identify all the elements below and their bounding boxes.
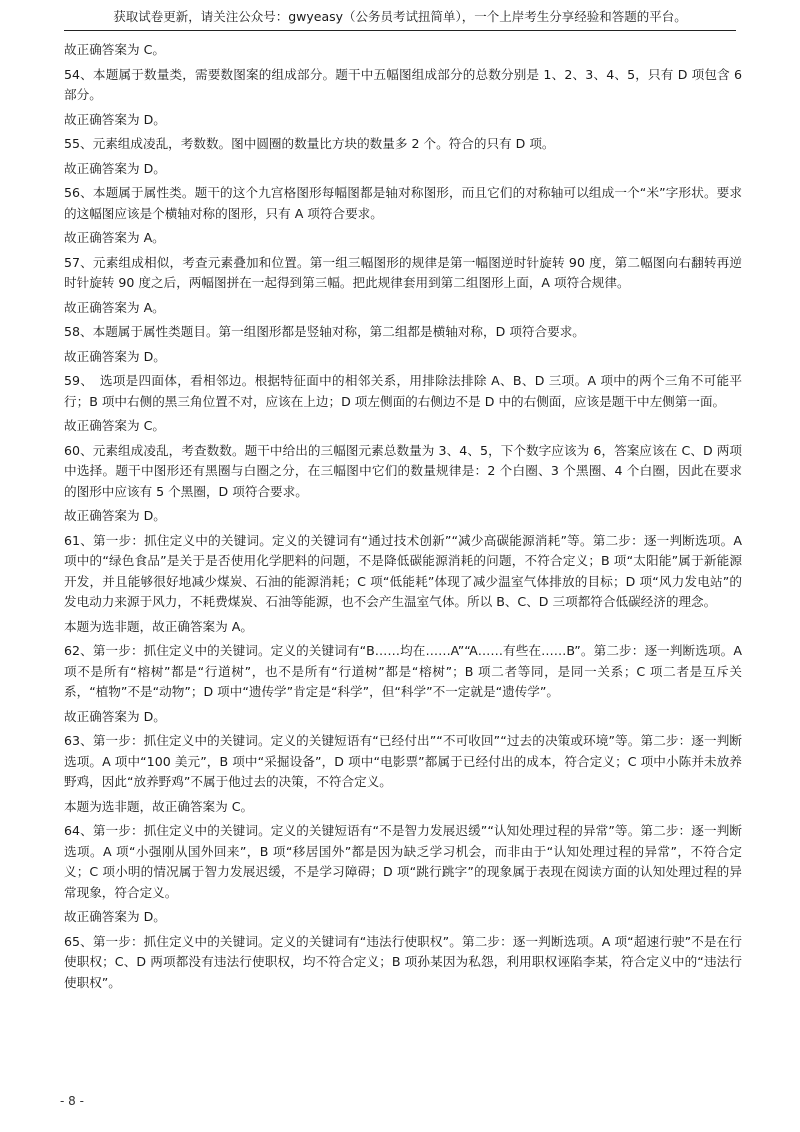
answer-line: 故正确答案为 C。 [64, 418, 165, 433]
answer-line: 故正确答案为 D。 [64, 909, 166, 924]
answer-line: 故正确答案为 D。 [64, 508, 166, 523]
explanation-56: 56、本题属于属性类。题干的这个九宫格图形每幅图都是轴对称图形，而且它们的对称轴可以组成一个“米”字形状。要求的这幅图应该是个横轴对称的图形，只有 A 项符合要求。 [64, 185, 742, 221]
page-header: 获取试卷更新，请关注公众号：gwyeasy（公务员考试扭简单），一个上岸考生分享经验和答题的平台。 [64, 8, 736, 31]
answer-line: 故正确答案为 C。 [64, 42, 165, 57]
explanation-55: 55、元素组成凌乱，考数数。图中圆圈的数量比方块的数量多 2 个。符合的只有 D 项。 [64, 136, 555, 151]
explanation-63: 63、第一步：抓住定义中的关键词。定义的关键短语有“已经付出”“不可收回”“过去的决策或环境”等。第二步：逐一判断选项。A 项中“100 美元”，B 项中“采掘设备”，D 项中“电影票”都属于已经付出的成本，符合定义；C 项中小陈并未放养野鸡，因此“放养野鸡”不属于他过去的决策，不符合定义。 [64, 733, 742, 789]
answer-line: 故正确答案为 D。 [64, 160, 166, 176]
explanation-57: 57、元素组成相似，考查元素叠加和位置。第一组三幅图形的规律是第一幅图逆时针旋转 90 度，第二幅图向右翻转再逆时针旋转 90 度之后，两幅图拼在一起得到第三幅。把此规律套用到第二组图形上面，A 项符合规律。 [64, 254, 742, 290]
explanation-61: 61、第一步：抓住定义中的关键词。定义的关键词有“通过技术创新”“减少高碳能源消耗”等。第二步：逐一判断选项。A 项中的“绿色食品”是关于是否使用化学肥料的问题，不是降低碳能源消耗的问题，不符合定义；B 项“太阳能”属于新能源开发，并且能够很好地减少煤炭、石油的能源消耗；C 项“低能耗”体现了减少温室气体排放的目标；D 项“风力发电站”的发电动力来源于风力，不耗费煤炭、石油等能源，也不会产生温室气体。所以 B、C、D 三项都符合低碳经济的理念。 [64, 532, 742, 609]
explanation-60: 60、元素组成凌乱，考查数数。题干中给出的三幅图元素总数量为 3、4、5，下个数字应该为 6，答案应该在 C、D 两项中选择。题干中图形还有黑圈与白圈之分，在三幅图中它们的数量规律是：2 个白圈、3 个黑圈、4 个白圈，因此在要求的图形中应该有 5 个黑圈，D 项符合要求。 [64, 442, 742, 499]
explanation-62: 62、第一步：抓住定义中的关键词。定义的关键词有“B……均在……A”“A……有些在……B”。第二步：逐一判断选项。A 项不是所有“榕树”都是“行道树”，也不是所有“行道树”都是“榕树”；B 项二者等同，是同一关系；C 项二者是互斥关系，“植物”不是“动物”；D 项中“遗传学”肯定是“科学”，但“科学”不一定就是“遗传学”。 [64, 643, 742, 699]
answer-line: 本题为选非题，故正确答案为 C。 [64, 798, 254, 814]
document-body [64, 40, 742, 997]
explanation-58: 58、本题属于属性类题目。第一组图形都是竖轴对称，第二组都是横轴对称，D 项符合要求。 [64, 324, 585, 339]
explanation-59: 59、 选项是四面体，看相邻边。根据特征面中的相邻关系，用排除法排除 A、B、D 三项。A 项中的两个三角不可能平行；B 项中右侧的黑三角位置不对，应该在上边；D 项左侧面的右侧边不是 D 中的右侧面，应该是题干中左侧第一面。 [64, 373, 742, 409]
explanation-54: 54、本题属于数量类，需要数图案的组成部分。题干中五幅图组成部分的总数分别是 1、2、3、4、5，只有 D 项包含 6 部分。 [64, 66, 742, 102]
answer-line: 故正确答案为 D。 [64, 111, 166, 127]
answer-line: 故正确答案为 A。 [64, 299, 165, 315]
page-number: - 8 - [60, 1094, 84, 1108]
answer-line: 故正确答案为 D。 [64, 708, 166, 724]
explanation-65: 65、第一步：抓住定义中的关键词。定义的关键词有“违法行使职权”。第二步：逐一判断选项。A 项“超速行驶”不是在行使职权；C、D 两项都没有违法行使职权，均不符合定义；B 项孙某因为私怨，利用职权诬陷李某，符合定义中的“违法行使职权”。 [64, 933, 742, 990]
explanation-64: 64、第一步：抓住定义中的关键词。定义的关键短语有“不是智力发展迟缓”“认知处理过程的异常”等。第二步：逐一判断选项。A 项“小强刚从国外回来”，B 项“移居国外”都是因为缺乏学习机会，而非由于“认知处理过程的异常”，不符合定义；C 项小明的情况属于智力发展迟缓，不是学习障碍；D 项“跳行跳字”的现象属于表现在阅读方面的认知处理过程的异常现象，符合定义。 [64, 823, 742, 900]
answer-line: 故正确答案为 A。 [64, 230, 165, 245]
answer-line: 本题为选非题，故正确答案为 A。 [64, 618, 253, 634]
answer-line: 故正确答案为 D。 [64, 348, 166, 364]
